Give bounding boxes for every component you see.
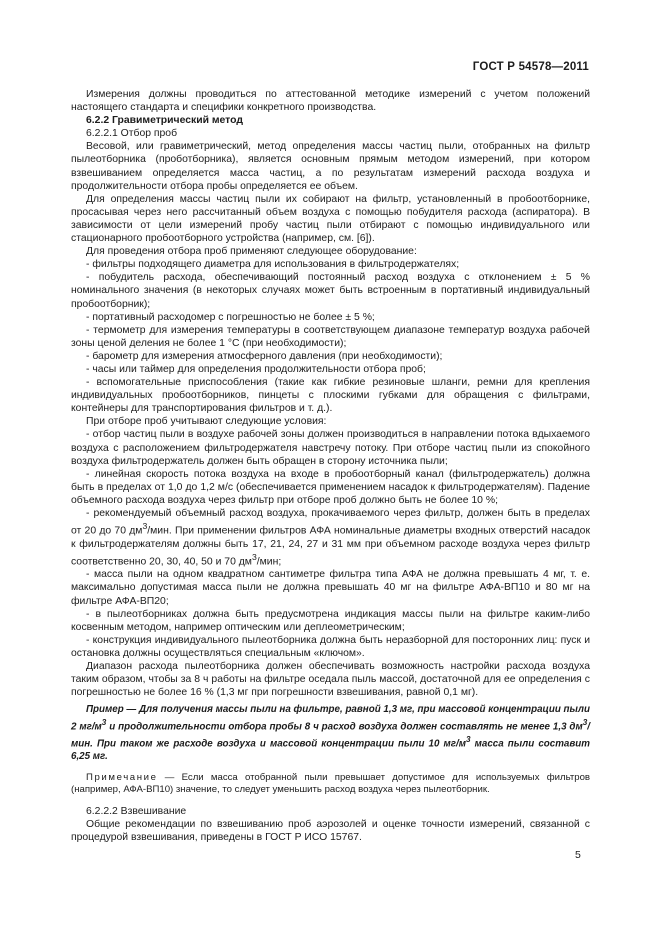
standard-id-header: ГОСТ Р 54578—2011 (472, 61, 589, 73)
paragraph: Для определения массы частиц пыли их собирают на фильтр, установленный в пробоотборнике, просасывая через него рассчитанный объем воздуха с помощью побудителя расхода (аспиратора). В зависимости от цели измерений пробу частиц пыли отбирают с помощью индивидуального или стационарного пробоотборного устройства (например, см. [6]). (71, 193, 590, 245)
text-run: /мин; (256, 556, 282, 568)
paragraph: Диапазон расхода пылеотборника должен обеспечивать возможность настройки расхода воздуха таким образом, чтобы за 8 ч работы на фильтре оседала пыль массой, достаточной для ее определения с погрешностью не более 16 % (1,3 мг при погрешности взвешивания, равной 0,1 мг). (71, 660, 590, 699)
equipment-list-item: - вспомогательные приспособления (такие как гибкие резиновые шланги, ремни для крепления индивидуальных пробоотборников, пинцеты с плоскими губками для обращения с фильтрами, контейнеры для транспортирования фильтров и т. д.). (71, 377, 590, 415)
superscript: 3 (101, 718, 107, 728)
superscript: 3 (466, 735, 471, 745)
text-run: /мин. При таком же расходе воздуха и массовой концентрации пыли 10 мг/м (71, 721, 590, 750)
note-block (71, 772, 590, 797)
equipment-list-item: - часы или таймер для определения продолжительности отбора проб; (86, 363, 426, 375)
superscript: 3 (251, 551, 257, 562)
intro-paragraph: Измерения должны проводиться по аттестованной методике измерений с учетом положений настоящего стандарта и специфики конкретного производства. (71, 89, 590, 114)
paragraph: Для проведения отбора проб применяют следующее оборудование: (86, 246, 417, 258)
superscript: 3 (582, 718, 588, 728)
text-run: и продолжительности отбора пробы 8 ч расход воздуха должен составлять не менее 1,3 дм (106, 721, 583, 733)
example-block (71, 704, 590, 764)
section-heading: 6.2.2 Гравиметрический метод (86, 115, 243, 127)
equipment-list-item: - фильтры подходящего диаметра для использования в фильтродержателях; (86, 259, 460, 271)
page-content (71, 88, 590, 844)
equipment-list-item: - портативный расходомер с погрешностью не более ± 5 %; (86, 311, 375, 323)
condition-list-item: - отбор частиц пыли в воздухе рабочей зоны должен производиться в направлении потока вдыхаемого воздуха с расположением фильтродержателя навстречу потоку. При отборе частиц пыли из спокойного воздуха фильтродержатель должен быть обращен в сторону источника пыли; (71, 429, 590, 467)
page-number: 5 (575, 849, 581, 861)
text-run: Пример — Для получения массы пыли на фильтре, равной 1,3 мг, при массовой концентрации пыли 2 мг/м (71, 704, 590, 733)
condition-list-item (71, 507, 590, 568)
paragraph: При отборе проб учитывают следующие условия: (86, 416, 327, 428)
text-run: - рекомендуемый объемный расход воздуха, прокачиваемого через фильтр, должен быть в пределах от 20 до 70 дм (71, 508, 590, 537)
subsection-heading-weighing: 6.2.2.2 Взвешивание (86, 805, 187, 817)
text-run: /мин. При применении фильтров АФА номинальные диаметры входных отверстий насадок к фильтродержателям должны быть 17, 21, 24, 27 и 31 мм при объемном расходе воздуха через фильтр соответственно 20, 30, 40, 50 и 70 дм (71, 525, 590, 568)
note-text: — Если масса отобранной пыли превышает допустимое для используемых фильтров (например, АФА-ВП10) значение, то следует уменьшить расход воздуха через пылеотборник. (71, 771, 590, 796)
condition-list-item: - в пылеотборниках должна быть предусмотрена индикация массы пыли на фильтре каким-либо косвенным методом, например оптическим или деплеометрическим; (71, 608, 590, 633)
condition-list-item: - масса пыли на одном квадратном сантиметре фильтра типа АФА не должна превышать 4 мг, т. е. максимально допустимая масса пыли не должна превышать 40 мг на фильтре АФА-ВП10 и 80 мг на фильтре АФА-ВП20; (71, 569, 590, 607)
text-run: масса пыли составит 6,25 мг. (71, 738, 590, 763)
equipment-list-item: - барометр для измерения атмосферного давления (при необходимости); (86, 350, 443, 362)
equipment-list-item: - термометр для измерения температуры в соответствующем диапазоне температур воздуха рабочей зоны ценой деления не более 1 °С (при необходимости); (71, 324, 590, 349)
condition-list-item: - конструкция индивидуального пылеотборника должна быть неразборной для посторонних лиц: пуск и остановка должны осуществляться специальным «ключом». (71, 634, 590, 659)
subsection-heading-sampling: 6.2.2.1 Отбор проб (86, 128, 178, 140)
note-label: Примечание (86, 771, 158, 783)
equipment-list-item: - побудитель расхода, обеспечивающий постоянный расход воздуха с отклонением ± 5 % номинального значения (в некоторых случаях может быть встроенным в портативный индивидуальный пробоотборник); (71, 272, 590, 310)
paragraph: Общие рекомендации по взвешиванию проб аэрозолей и оценке точности измерений, связанной с процедурой взвешивания, приведены в ГОСТ Р ИСО 15767. (71, 819, 590, 844)
superscript: 3 (142, 521, 148, 532)
condition-list-item: - линейная скорость потока воздуха на входе в пробоотборный канал (фильтродержатель) должна быть в пределах от 1,0 до 1,2 м/с (обеспечивается применением насадок к фильтродержателям). Падение объемного расхода воздуха через фильтр при отборе проб должно быть не более 10 %; (71, 468, 590, 506)
paragraph: Весовой, или гравиметрический, метод определения массы частиц пыли, отобранных на фильтр пылеотборника (проботборника), является основным прямым методом измерений, при котором взвешиванием определяется масса частиц, а по результатам измерений расхода воздуха и продолжительности отбора пробы определяется ее объем. (71, 141, 590, 192)
